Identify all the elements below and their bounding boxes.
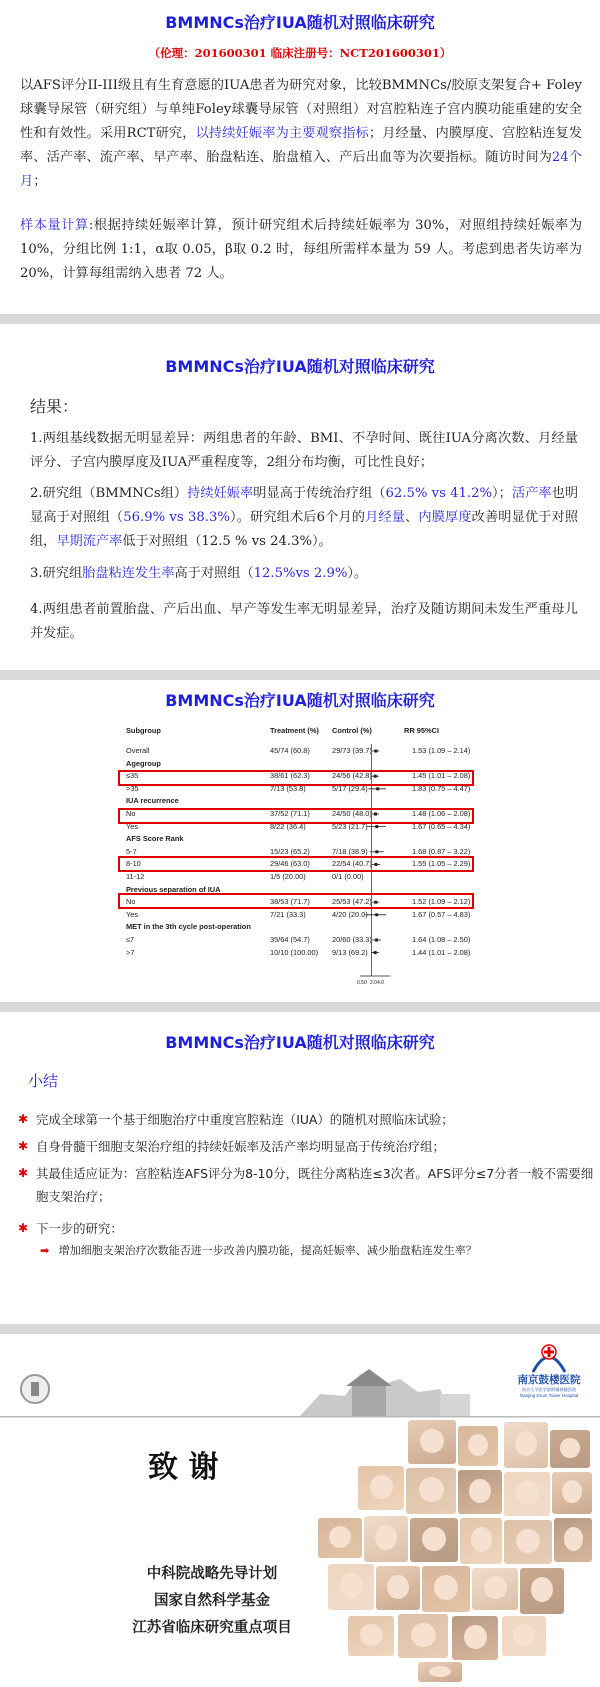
forest-cell-label: ≤7 [126,935,135,944]
baby-photo [358,1466,404,1510]
primary-endpoint-text: 以持续妊娠率为主要观察指标 [195,126,369,141]
slide4-title: BMMNCs治疗IUA随机对照临床研究 [165,1033,435,1052]
point-estimate [376,787,379,790]
baby-photo [458,1470,502,1514]
slide2-title: BMMNCs治疗IUA随机对照临床研究 [165,357,435,376]
baby-face-icon [513,1624,535,1646]
forest-cell-label: MET in the 3th cycle post-operation [126,922,251,932]
forest-cell-rr: 1.44 (1.01 – 2.08) [412,947,471,957]
forest-cell-rr: 1.45 (1.01 – 2.08) [412,771,471,781]
forest-cell-rr: 1.67 (0.65 – 4.34) [412,821,471,831]
forest-cell-t: 7/13 (53.8) [270,783,306,793]
baby-face-icon [469,1479,491,1503]
baby-face-icon [531,1577,553,1602]
forest-cell-label: ≤35 [126,771,139,781]
slide1-subtitle: （伦理：201600301 临床注册号：NCT201600301） [148,46,452,60]
baby-face-icon [564,1527,583,1551]
baby-photo [504,1520,552,1564]
baby-photo [364,1516,408,1562]
summary-heading: 小结 [28,1072,59,1090]
forest-cell-t: 7/21 (33.3) [270,909,306,919]
baby-face-icon [419,1477,444,1502]
forest-cell-c: 24/56 (42.8) [332,771,372,781]
baby-face-icon [464,1625,487,1649]
forest-cell-label: 11-12 [126,872,145,881]
forest-cell-rr: 1.52 (1.09 – 2.12) [412,897,471,907]
star-bullet-icon: ✱ [18,1139,29,1153]
baby-photo [406,1468,456,1514]
point-estimate [374,951,377,954]
forest-cell-label: >35 [126,783,139,793]
hospital-cross-icon [529,1338,569,1374]
forest-cell-label: Yes [126,821,139,831]
forest-cell-t: 37/52 (71.1) [270,809,310,818]
forest-cell-rr: 1.83 (0.75 – 4.47) [412,783,471,793]
slide-separator [0,1002,600,1012]
forest-cell-label: No [126,809,136,818]
baby-face-icon [370,1475,393,1499]
summary-bullet-1: ✱ 完成全球第一个基于细胞治疗中重度宫腔粘连（IUA）的随机对照临床试验； [18,1108,596,1131]
slide-summary [0,1012,600,1324]
baby-photo [458,1426,498,1466]
results-heading: 结果： [30,397,79,416]
baby-photo [504,1472,550,1516]
baby-face-icon [560,1438,580,1459]
baby-face-icon [516,1529,540,1553]
slide-separator [0,314,600,324]
baby-photo-collage [318,1420,594,1682]
baby-photo [408,1420,456,1464]
baby-photo [348,1616,394,1656]
summary-bullet-2: ✱ 自身骨髓干细胞支架治疗组的持续妊娠率及活产率均明显高于传统治疗组； [18,1135,596,1158]
slide1-paragraph-2: 样本量计算:根据持续妊娠率计算，预计研究组术后持续妊娠率为 30%，对照组持续妊娠率为 10%，分组比例 1:1，α取 0.05，β取 0.2 时，每组所需样本量为 59 人。考虑到患者失访率为20%，计算每组需纳入患者 72 人。 [20,218,582,281]
baby-photo [552,1472,592,1514]
funding-2: 国家自然科学基金 [154,1593,270,1609]
forest-plot [124,726,564,996]
thanks-heading: 致 谢 [148,1450,219,1485]
forest-cell-c: 7/18 (38.9) [332,846,368,856]
forest-cell-label: >7 [126,947,135,957]
forest-cell-t: 38/53 (71.7) [270,897,310,907]
point-estimate [375,825,378,828]
baby-photo [554,1518,592,1562]
highlight-prev-sep-no [118,893,474,909]
hospital-logo: 南京鼓楼医院 南京大学医学院附属鼓楼医院 Nanjing Drum Tower Hospital [508,1338,590,1408]
forest-cell-label: Agegroup [126,758,161,768]
forest-cell-c: 9/13 (69.2) [332,947,368,957]
slide-acknowledgements [0,1334,600,1687]
baby-face-icon [516,1481,539,1505]
result-item-1: 1.两组基线数据无明显差异：两组患者的年龄、BMI、不孕时间、既往IUA分离次数、月经量评分、子宫内膜厚度及IUA严重程度等，2组分布均衡，可比性良好； [30,431,578,470]
forest-cell-rr: 1.53 (1.09 – 2.14) [412,746,471,755]
forest-cell-t: 35/64 (54.7) [270,935,310,944]
baby-face-icon [468,1434,488,1456]
result-item-2: 2.研究组（BMMNCs组）持续妊娠率明显高于传统治疗组（62.5% vs 41.2%）；活产率也明显高于对照组（56.9% vs 38.3%）。研究组术后6个月的月经量、内膜厚度改善明显优于对照组，早期流产率低于对照组（12.5 % vs 24.3%）。 [30,486,579,549]
baby-face-icon [471,1527,492,1552]
forest-header: Subgroup Treatment (%) Control (%) RR 95%CI [126,726,439,735]
axis-tick-low: 0.50 [357,980,367,986]
forest-cell-c: 29/73 (39.7) [332,746,372,755]
summary-bullet-4: ✱ 下一步的研究： [18,1217,596,1240]
highlight-age-le35 [118,770,474,786]
forest-cell-label: Previous separation of IUA [126,884,221,894]
baby-photo [504,1422,548,1468]
forest-cell-rr: 1.48 (1.06 – 2.08) [412,809,471,818]
highlight-iua-no [118,808,474,824]
baby-photo [502,1616,546,1656]
forest-cell-label: Overall [126,746,150,755]
point-estimate [375,939,378,942]
forest-cell-rr: 1.55 (1.05 – 2.29) [412,859,471,869]
forest-cell-label: 8-10 [126,859,141,869]
baby-photo [460,1518,502,1564]
star-bullet-icon: ✱ [18,1166,29,1180]
result-item-3: 3.研究组胎盘粘连发生率高于对照组（12.5%vs 2.9%）。 [30,566,368,581]
forest-cell-label: No [126,897,136,907]
point-estimate [375,850,378,853]
star-bullet-icon: ✱ [18,1112,29,1126]
forest-cell-t: 29/46 (63.0) [270,859,310,869]
forest-cell-rr: 1.64 (1.08 – 2.50) [412,935,471,944]
slide-separator [0,1324,600,1334]
baby-face-icon [422,1527,446,1551]
baby-photo [550,1430,590,1468]
forest-cell-c: 22/54 (40.7) [332,859,372,869]
star-bullet-icon: ✱ [18,1221,29,1235]
baby-photo [318,1518,362,1558]
baby-photo [472,1568,518,1610]
baby-face-icon [429,1666,451,1677]
baby-photo [398,1614,448,1658]
forest-cell-c: 4/20 (20.0) [332,909,368,919]
baby-photo [520,1568,564,1614]
baby-face-icon [562,1480,582,1503]
slide3-title: BMMNCs治疗IUA随机对照临床研究 [165,691,435,710]
point-estimate [374,750,377,753]
forest-cell-t: 8/22 (36.4) [270,821,306,831]
forest-cell-c: 24/50 (48.0) [332,809,372,818]
highlight-afs-8-10 [118,856,474,872]
forest-cell-t: 15/23 (65.2) [270,846,310,856]
forest-cell-c: 5/17 (29.4) [332,783,368,793]
baby-photo [422,1566,470,1612]
baby-photo [376,1566,420,1610]
slide-results [0,324,600,670]
baby-photo [410,1518,458,1562]
summary-bullet-3: ✱ 其最佳适应证为：宫腔粘连AFS评分为8-10分，既往分离粘连≤3次者。AFS评分≤7分者一般不需要细胞支架治疗； [18,1162,596,1208]
forest-cell-c: 20/60 (33.3) [332,935,372,944]
summary-sub-bullet: ➡ 增加细胞支架治疗次数能否进一步改善内膜功能，提高妊娠率、减少胎盘粘连发生率？ [40,1244,477,1257]
forest-cell-t: 1/5 (20.00) [270,872,306,881]
point-estimate [375,913,378,916]
baby-face-icon [420,1429,444,1453]
forest-cell-c: 5/23 (21.7) [332,821,368,831]
forest-cell-rr: 1.67 (0.57 – 4.83) [412,909,471,919]
result-item-4: 4.两组患者前置胎盘、产后出血、早产等发生率无明显差异，治疗及随访期间未发生严重母儿并发症。 [30,602,578,641]
baby-face-icon [375,1525,397,1550]
baby-photo [418,1662,462,1682]
slide1-paragraph-1: 以AFS评分II-III级且有生育意愿的IUA患者为研究对象，比较BMMNCs/胶原支架复合+ Foley球囊导尿管（研究组）与单纯Foley球囊导尿管（对照组）对宫腔粘连子宫内膜功能重建的安全性和有效性。采用RCT研究，以持续妊娠率为主要观察指标；月经量、内膜厚度、宫腔粘连复发率、活产率、流产率、早产率、胎盘粘连、胎盘植入、产后出血等为次要指标。随访时间为24个月； [20,78,583,189]
baby-face-icon [387,1575,409,1599]
baby-photo [452,1616,498,1660]
forest-cell-label: Yes [126,909,139,919]
baby-face-icon [360,1624,383,1646]
forest-cell-c: 25/53 (47.2) [332,897,372,907]
baby-face-icon [434,1575,458,1600]
forest-cell-label: IUA recurrence [126,796,179,806]
baby-face-icon [515,1431,537,1456]
forest-cell-rr: 1.68 (0.87 – 3.22) [412,846,471,856]
baby-face-icon [340,1573,363,1598]
baby-face-icon [329,1526,351,1548]
forest-cell-label: 5-7 [126,846,137,856]
followup-duration: 24个月 [20,150,583,189]
forest-cell-label: AFS Score Rank [126,834,184,844]
forest-cell-t: 45/74 (60.8) [270,746,310,755]
slide1-title: BMMNCs治疗IUA随机对照临床研究 [165,13,435,32]
baby-face-icon [411,1623,436,1647]
funding-3: 江苏省临床研究重点项目 [132,1620,292,1636]
slide-forest-plot [0,680,600,1002]
arrow-bullet-icon: ➡ [40,1244,50,1257]
funding-1: 中科院战略先导计划 [146,1566,278,1582]
baby-photo [328,1564,374,1610]
forest-cell-c: 0/1 (0.00) [332,872,364,881]
slide-separator [0,670,600,680]
sample-size-label: 样本量计算 [20,218,89,233]
baby-face-icon [484,1576,507,1599]
forest-cell-t: 38/61 (62.3) [270,771,310,781]
forest-cell-t: 10/10 (100.00) [270,947,319,957]
axis-tick-high: 2.04.0 [370,980,384,986]
slide-study-design [0,0,600,314]
